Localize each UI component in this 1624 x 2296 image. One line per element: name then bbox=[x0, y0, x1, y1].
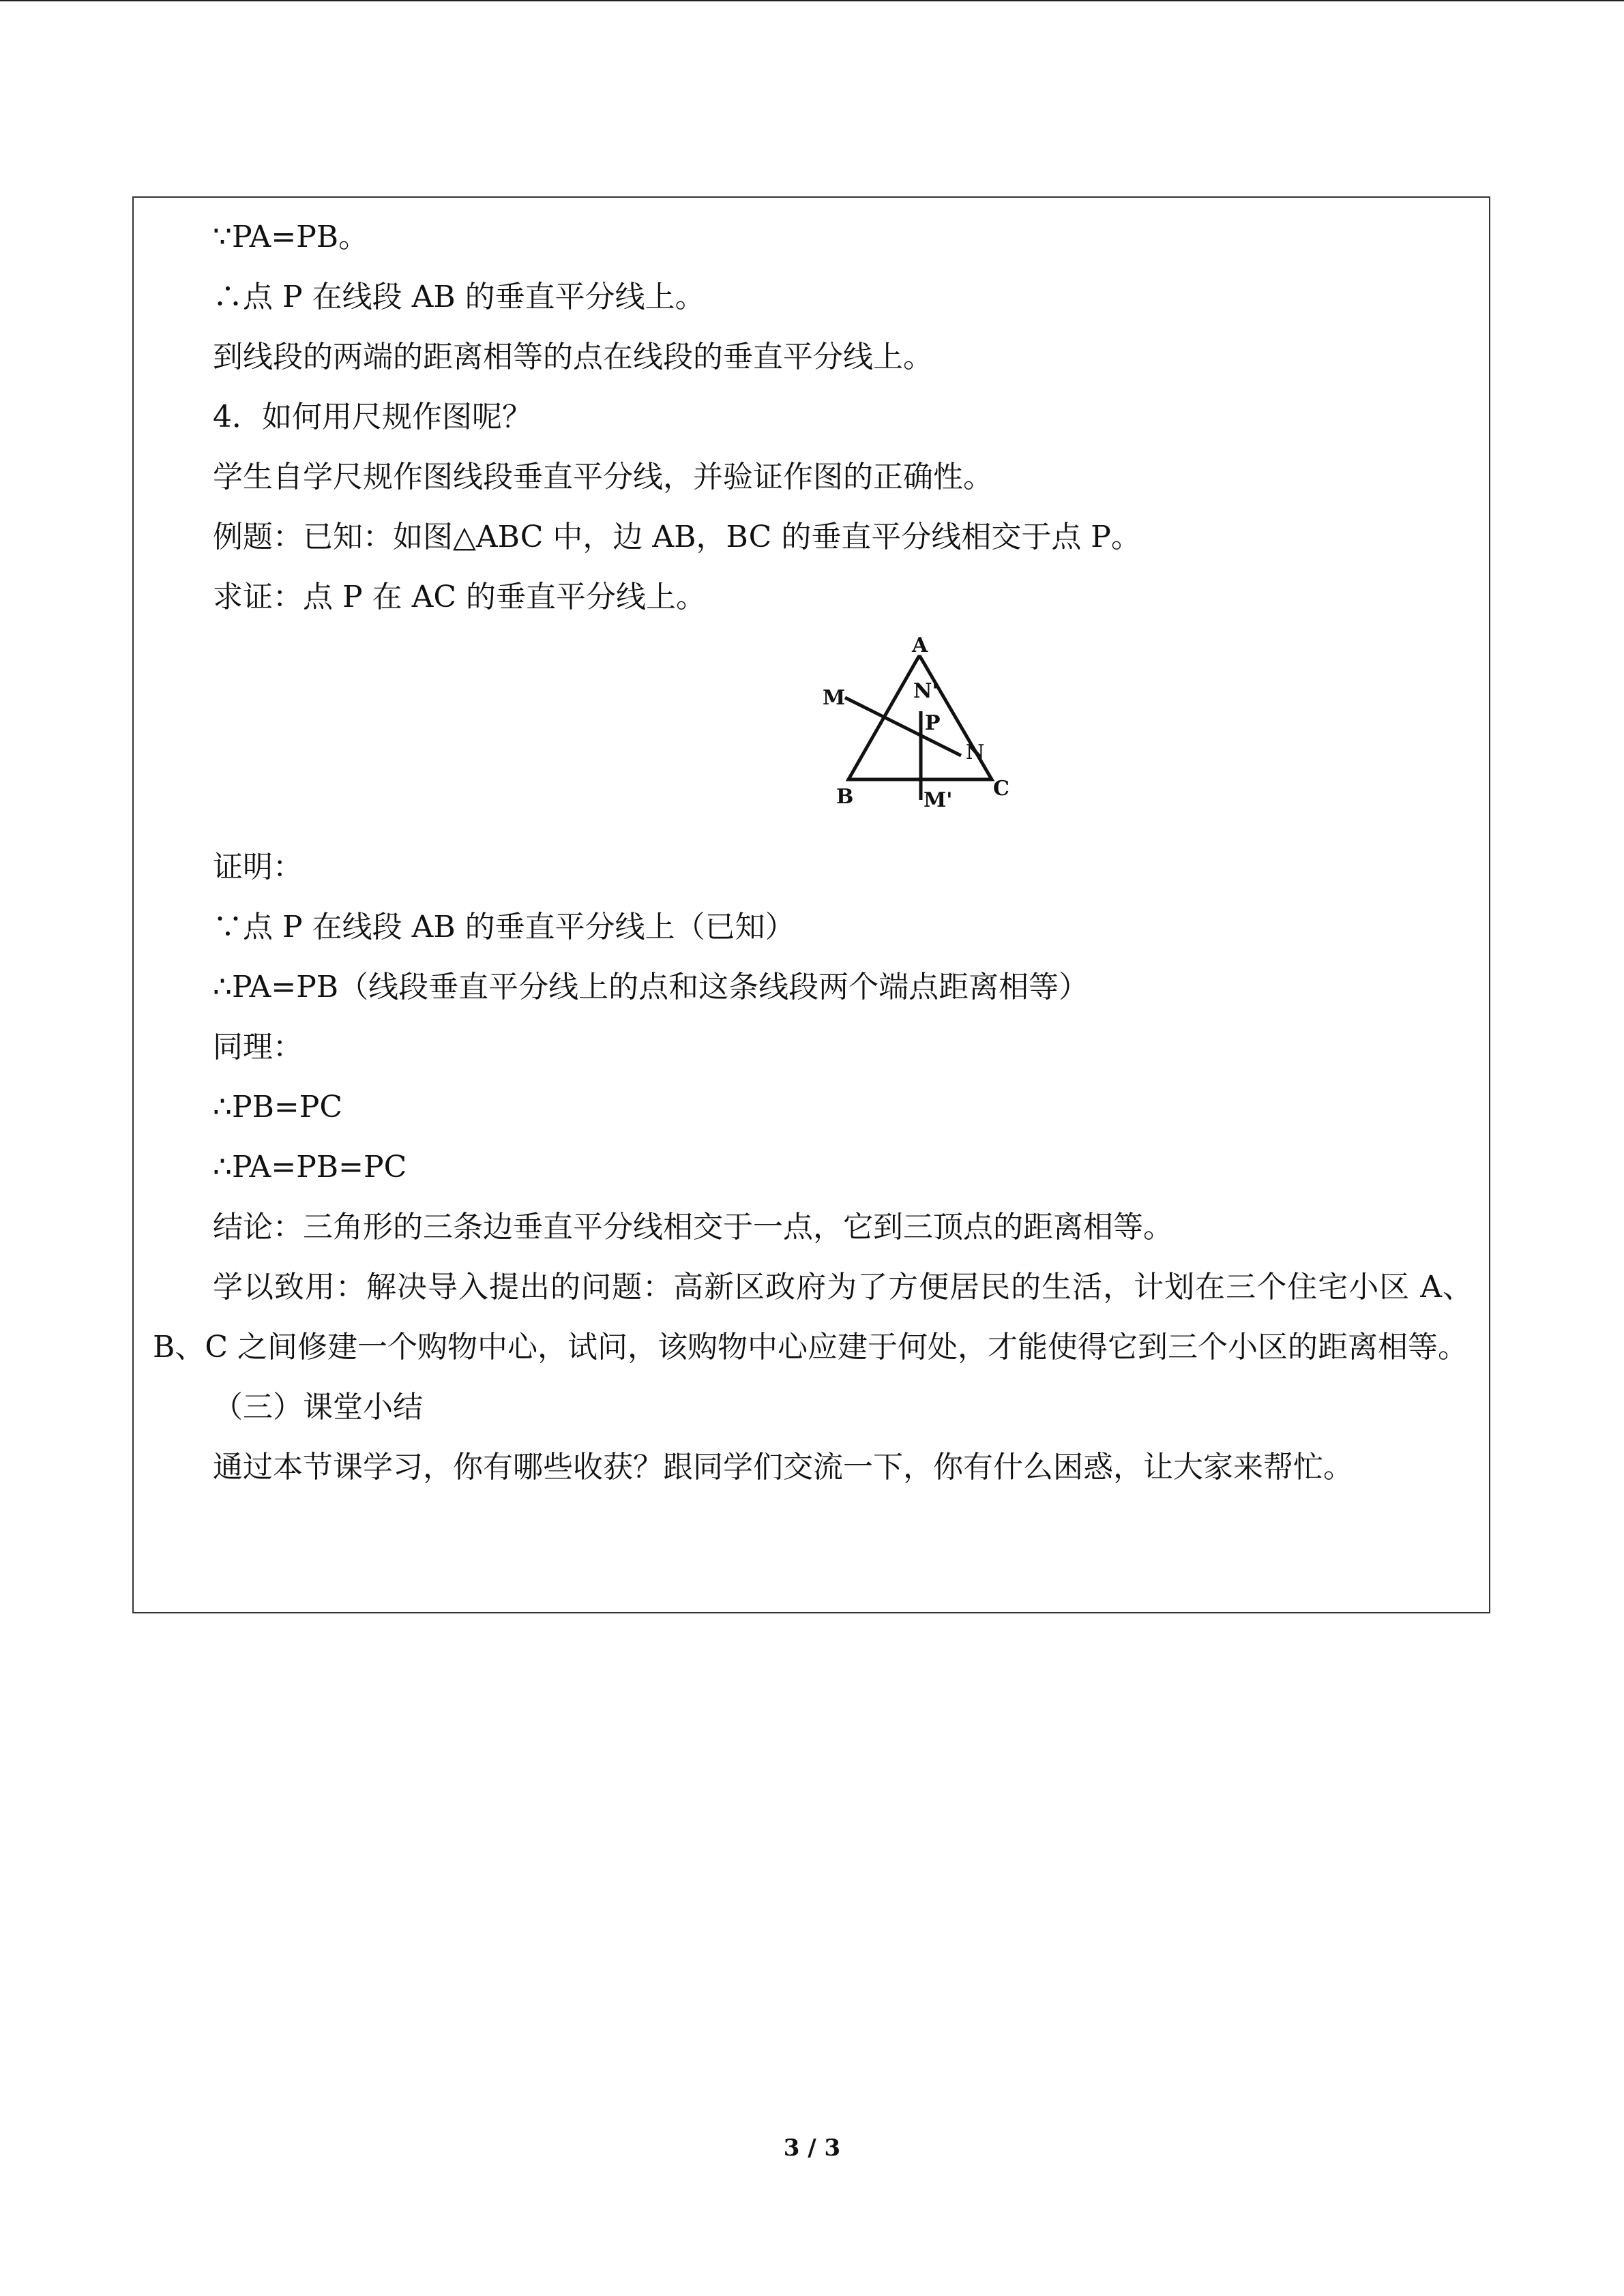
content-body bbox=[153, 207, 1473, 1497]
text-line-14: 结论：三角形的三条边垂直平分线相交于一点，它到三顶点的距离相等。 bbox=[213, 1210, 1173, 1244]
page-top-border bbox=[0, 0, 1624, 1]
text-line-5: 学生自学尺规作图线段垂直平分线，并验证作图的正确性。 bbox=[213, 460, 993, 494]
text-line-10: ∴PA=PB（线段垂直平分线上的点和这条线段两个端点距离相等） bbox=[213, 970, 1089, 1004]
content-frame bbox=[132, 196, 1490, 1613]
text-line-7: 求证：点 P 在 AC 的垂直平分线上。 bbox=[213, 580, 706, 614]
text-line-13: ∴PA=PB=PC bbox=[213, 1150, 407, 1184]
page-number: 3 / 3 bbox=[783, 2134, 841, 2162]
label-m-prime: M' bbox=[924, 788, 953, 812]
label-b: B bbox=[836, 785, 854, 809]
text-line-9: ∵点 P 在线段 AB 的垂直平分线上（已知） bbox=[213, 910, 795, 944]
label-p: P bbox=[925, 711, 941, 735]
text-line-3: 到线段的两端的距离相等的点在线段的垂直平分线上。 bbox=[213, 340, 933, 374]
section-heading-summary: （三）课堂小结 bbox=[213, 1390, 423, 1425]
text-paragraph-application: 学以致用：解决导入提出的问题：高新区政府为了方便居民的生活，计划在三个住宅小区 A、B、C 之间修建一个购物中心，试问，该购物中心应建于何处，才能使得它到三个小区的距离相等。 bbox=[153, 1270, 1473, 1365]
text-line-11: 同理： bbox=[213, 1030, 303, 1064]
text-line-17: 通过本节课学习，你有哪些收获？跟同学们交流一下，你有什么困惑，让大家来帮忙。 bbox=[213, 1450, 1353, 1485]
text-line-2: ∴点 P 在线段 AB 的垂直平分线上。 bbox=[213, 280, 705, 314]
label-a: A bbox=[912, 633, 928, 657]
text-line-6: 例题：已知：如图△ABC 中，边 AB，BC 的垂直平分线相交于点 P。 bbox=[213, 520, 1141, 554]
label-n-prime: N' bbox=[913, 679, 939, 703]
triangle-diagram bbox=[746, 633, 1101, 837]
perpendicular-bisector-ab bbox=[845, 698, 961, 756]
text-line-8: 证明： bbox=[213, 850, 303, 884]
text-line-12: ∴PB=PC bbox=[213, 1090, 343, 1124]
text-line-1: ∵PA=PB。 bbox=[213, 220, 369, 254]
text-line-4: 4．如何用尺规作图呢？ bbox=[213, 400, 532, 434]
triangle-figure bbox=[153, 633, 1473, 837]
label-c: C bbox=[993, 777, 1009, 801]
label-m: M bbox=[823, 686, 846, 710]
label-n: N bbox=[966, 741, 985, 764]
